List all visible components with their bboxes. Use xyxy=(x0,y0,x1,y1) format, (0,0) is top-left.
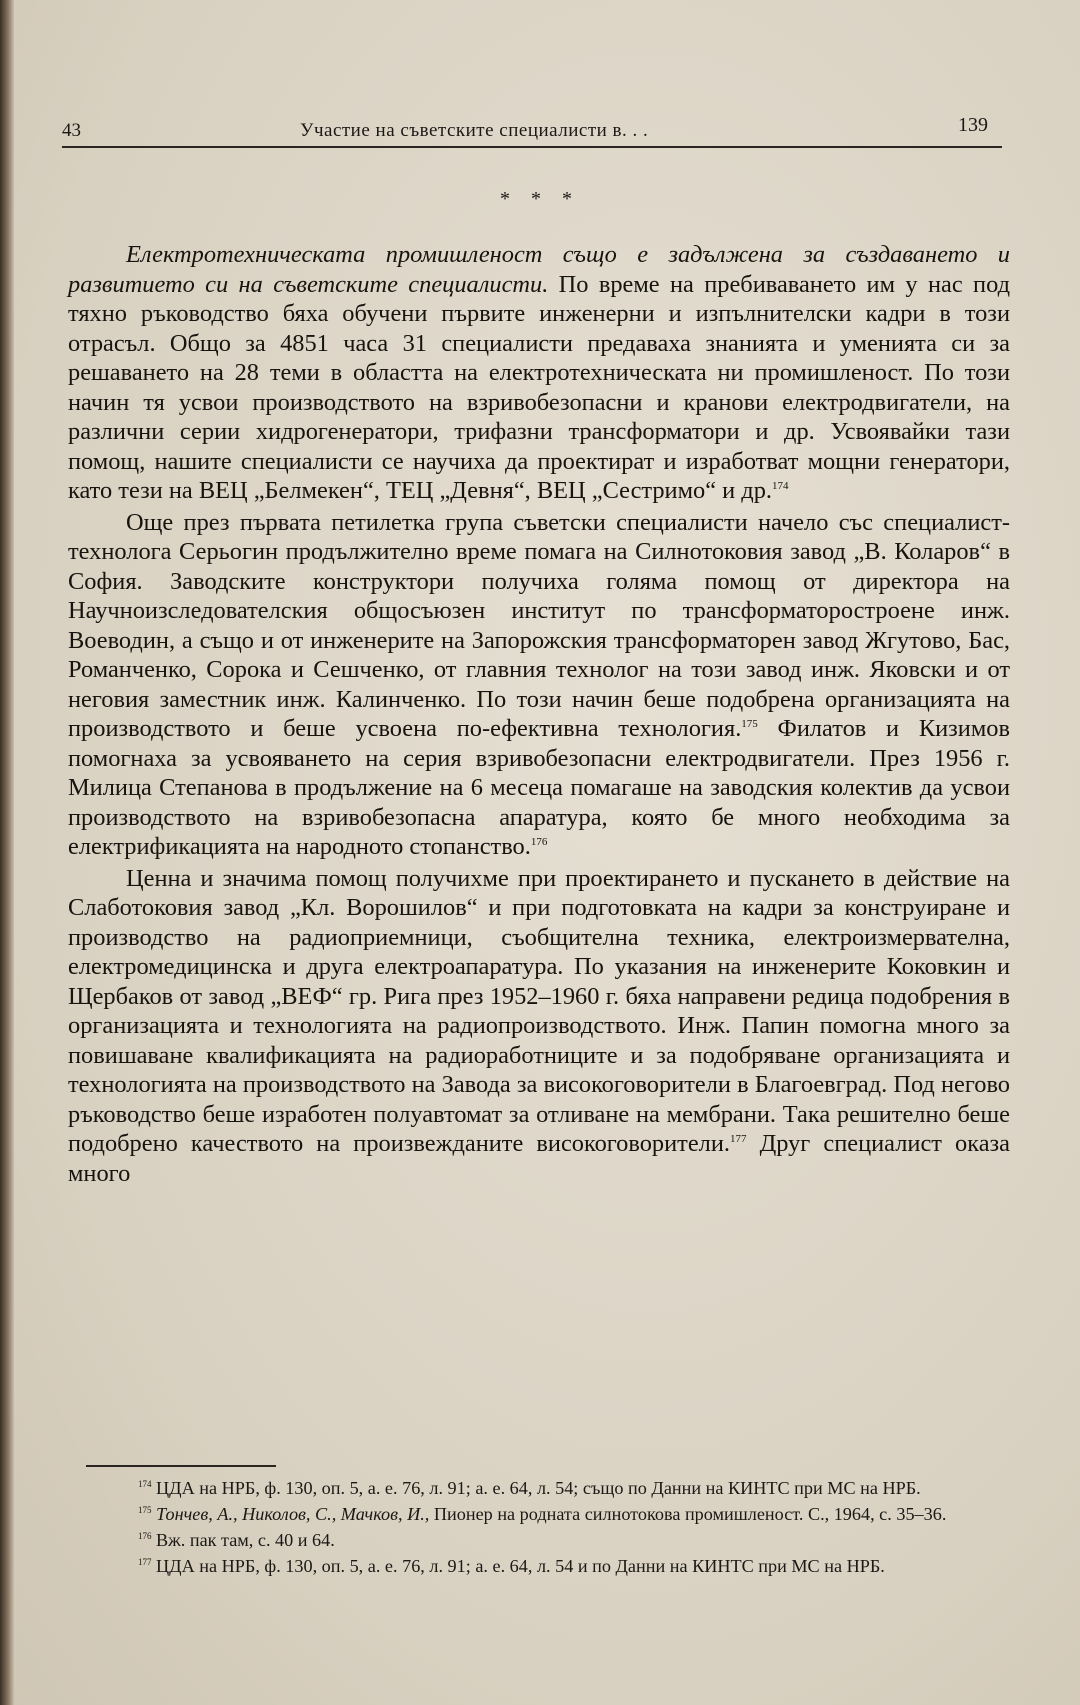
footnote-number: 174 xyxy=(138,1478,152,1489)
footnote-ref-174: 174 xyxy=(772,479,789,492)
footnotes xyxy=(86,1476,1010,1580)
footnote-174 xyxy=(86,1476,1010,1501)
paragraph-3 xyxy=(68,864,1010,1189)
paragraph-1-text: По време на пребиваването им у нас под тяхно ръководство бяха обучени първите инженерни и изпълнителски кадри в този отрасъл. Общо за 4851 часа 31 специалисти предаваха знанията и уменията си за решаването на 28 теми в областта на електротехническата ни промишленост. По този начин тя усвои производството на взривобезопасни и кранови електродвигатели, на различни серии хидрогенератори, трифазни трансформатори и др. Усвоявайки тази помощ, нашите специалисти се научиха да проектират и изработват мощни генератори, като тези на ВЕЦ „Белмекен“, ТЕЦ „Девня“, ВЕЦ „Сестримо“ и др. xyxy=(68,270,1010,504)
body-text xyxy=(68,240,1010,1188)
paragraph-2-text-a: Още през първата петилетка група съветски специалисти начело със специалист-технолога Серьогин продължително време помага на Силнотоковия завод „В. Коларов“ в София. Заводските конструктори получиха голяма помощ от директора на Научноизследователския общосъюзен институт по трансформаторостроене инж. Воеводин, а също и от инженерите на Запорожския трансформаторен завод Жгутово, Бас, Романченко, Сорока и Сешченко, от главния технолог на този завод инж. Яковски и от неговия заместник инж. Калинченко. По този начин беше подобрена организацията на производството и беше усвоена по-ефективна технология. xyxy=(68,508,1010,742)
footnote-text: Пионер на родната силнотокова промишленост. С., 1964, с. 35–36. xyxy=(429,1504,947,1524)
footnote-ref-176: 176 xyxy=(530,835,548,848)
footnote-176 xyxy=(86,1528,1010,1553)
footnote-text: Вж. пак там, с. 40 и 64. xyxy=(151,1530,335,1550)
running-title: Участие на съветските специалисти в. . . xyxy=(300,120,649,141)
footnote-rule xyxy=(86,1465,276,1467)
footnote-177 xyxy=(86,1554,1010,1579)
footnote-number: 176 xyxy=(138,1530,152,1541)
header-rule xyxy=(62,146,1002,148)
section-separator: * * * xyxy=(500,188,580,210)
paragraph-1 xyxy=(68,240,1010,506)
footnote-text: ЦДА на НРБ, ф. 130, оп. 5, а. е. 76, л. 91; а. е. 64, л. 54; също по Данни на КИНТС при МС на НРБ. xyxy=(151,1478,921,1498)
paragraph-3-text-b: Друг специалист оказа много xyxy=(68,1130,1010,1187)
footnote-number: 177 xyxy=(138,1556,152,1567)
header-left-number: 43 xyxy=(62,120,81,141)
footnote-175 xyxy=(86,1502,1010,1527)
paragraph-3-text-a: Ценна и значима помощ получихме при проектирането и пускането в действие на Слаботоковия завод „Кл. Ворошилов“ и при подготовката на кадри за конструиране и производство на радиоприемници, съобщителна техника, електроизмервателна, електромедицинска и друга електроапаратура. По указания на инженерите Коковкин и Щербаков от завод „ВЕФ“ гр. Рига през 1952–1960 г. бяха направени редица подобрения в организацията и технологията на радиопроизводството. Инж. Папин помогна много за повишаване квалификацията на радиоработниците и за подобряване организацията и технологията на производството на Завода за високоговорители в Благоевград. Под негово ръководство беше изработен полуавтомат за отливане на мембрани. Така решително беше подобрено качеството на произвежданите високоговорители. xyxy=(68,864,1010,1157)
footnote-ref-177: 177 xyxy=(729,1132,747,1145)
footnote-authors: Тончев, А., Николов, С., Мачков, И., xyxy=(151,1504,430,1524)
page-number: 139 xyxy=(958,114,988,136)
book-spine-shadow xyxy=(0,0,14,1705)
paragraph-2 xyxy=(68,508,1010,862)
paragraph-1-lead: Електротехническата промишленост също е задължена за създаването и развитието си на съветските специалисти. xyxy=(68,241,1010,298)
footnote-text: ЦДА на НРБ, ф. 130, оп. 5, а. е. 76, л. 91; а. е. 64, л. 54 и по Данни на КИНТС при МС на НРБ. xyxy=(151,1556,885,1576)
footnote-ref-175: 175 xyxy=(741,717,758,730)
paragraph-2-text-b: Филатов и Кизимов помогнаха за усвояването на серия взривобезопасни електродвигатели. През 1956 г. Милица Степанова в продължение на 6 месеца помагаше на заводския колектив да усвои производството на взривобезопасна апаратура, която бе много необходима за електрификацията на народното стопанство. xyxy=(68,715,1010,860)
footnote-number: 175 xyxy=(138,1504,152,1515)
